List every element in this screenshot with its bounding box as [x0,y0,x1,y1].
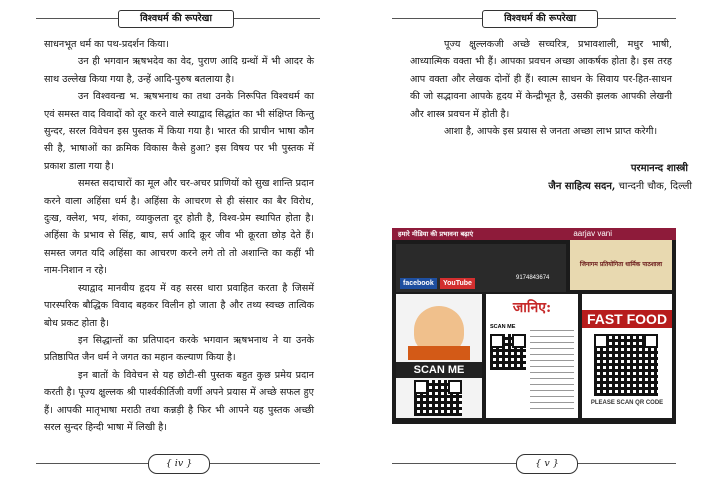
paragraph: आशा है, आपके इस प्रयास से जनता अच्छा लाभ प्राप्त करेगी। [444,126,658,138]
running-header: विश्वधर्म की रूपरेखा [482,10,598,28]
paragraph: पूज्य क्षुल्लकजी अच्छे सच्चरित्र, प्रभावशाली, मधुर भाषी, आध्यात्मिक वक्ता भी हैं। आपका प्रवचन अच्छा आकर्षक होता है। इस तरह आप वक्ता और लेखक दोनों ही हैं। स्वात्म साधन के सिवाय पर-हित-साधन की जो सद्भावना आपके हृदय में केन्द्रीभूत है, उसकी झलक आपकी लेखनी और शास्त्र प्रवचन में होती है। [410,39,672,120]
right-page [356,0,712,480]
publisher-address: चान्दनी चौक, दिल्ली [615,181,692,192]
paragraph: साधनभूत धर्म का पथ-प्रदर्शन किया। [44,39,169,50]
qr-code-icon [414,380,462,416]
right-body-text [410,36,672,140]
qr-code-icon [490,334,526,370]
qr-code-icon [594,334,658,396]
info-list-lines [530,330,574,410]
please-scan-label: PLEASE SCAN QR CODE [590,400,664,406]
paragraph: इन सिद्धान्तों का प्रतिपादन करके भगवान ऋषभनाथ ने या उनके प्रतिष्ठापित जैन धर्म ने जगत का महान कल्याण किया है। [44,334,314,364]
paragraph: इन बातों के विवेचन से यह छोटी-सी पुस्तक बहुत कुछ प्रमेय प्रदान करती है। पूज्य क्षुल्लक श्री पार्श्वकीर्तिजी वर्णी अपने प्रयास में अच्छे सफल हुए हैं। आपकी मातृभाषा मराठी तथा कन्नड़ी है फिर भी आपने यह पुस्तक अच्छी सरल सुन्दर हिन्दी भाषा में लिखी है। [44,369,314,433]
child-shirt-shape [408,346,470,360]
janiye-title: जानिए: [512,300,552,316]
facebook-icon: facebook [400,278,437,289]
scan-me-label: SCAN ME [396,362,482,378]
ad-pathshala-title: जिनागम प्रतियोगिता धार्मिक पाठशाला [579,261,663,268]
ad-headline: हमारे मीडिया की प्रभावना बढ़ाएं [392,228,676,240]
ad-brand: aarjav vani [573,229,612,238]
ad-card-fast-food [582,294,672,418]
signature-name: परमानन्द शास्त्री [630,163,688,174]
ad-phone: 9174843674 [516,275,550,281]
running-header: विश्वधर्म की रूपरेखा [118,10,234,28]
paragraph: समस्त सदाचारों का मूल और चर-अचर प्राणियों को सुख शान्ति प्रदान करने वाला अहिंसा धर्म है। अहिंसा के आचरण से ही संसार का बैर विरोध, दुःख, क्लेश, भय, शंका, व्याकुलता दूर होती है, विश्व-प्रेम स्थापित होता है। अहिंसा के प्रभाव से सिंह, बाघ, सर्प आदि क्रूर जीव भी क्रूरता छोड़ देते हैं। समस्त जगत यदि अहिंसा का आचरण करने लगे तो तो अशान्ति का कहीं भी नाम-निशान न रहे। [44,178,314,277]
advertisement-banner [392,228,676,424]
youtube-icon: YouTube [440,278,475,289]
ad-card-child [396,294,482,418]
ad-pathshala-panel [570,240,672,290]
paragraph: उन विश्ववन्द्य भ. ऋषभनाथ का तथा उनके निरूपित विश्वधर्म का एवं समस्त वाद विवादों को दूर करने वाले स्याद्वाद सिद्धांत का भी संक्षिप्त किन्तु सुन्दर, सरल विवेचन इस पुस्तक में किया गया है। भारत की प्राचीन भाषा कौन सी है, भाषाओं का क्रमिक विकास कैसे हुआ? इस विषय पर भी पुस्तक में प्रकाश डाला गया है। [44,91,314,172]
paragraph: उन ही भगवान ऋषभदेव का वेद, पुराण आदि ग्रन्थों में भी आदर के साथ उल्लेख किया गया है, उन्हें आदि-पुरुष बतलाया है। [44,56,314,85]
page-number: { iv } [148,454,210,474]
ad-card-janiye [486,294,578,418]
signature-place [548,178,692,192]
ad-social-panel [396,244,566,292]
page-number: { v } [516,454,578,474]
scan-me-small-label: SCAN ME [490,324,516,330]
fast-food-title: FAST FOOD [582,310,672,328]
paragraph: स्याद्वाद मानवीय हृदय में वह सरस धारा प्रवाहित करता है जिसमें पारस्परिक बौद्धिक विवाद बहकर विलीन हो जाता है और तथ्य स्वच्छ तात्विक बोध प्रकट होता है। [44,282,314,329]
publisher-name: जैन साहित्य सदन, [548,181,616,192]
left-body-text [44,36,314,436]
